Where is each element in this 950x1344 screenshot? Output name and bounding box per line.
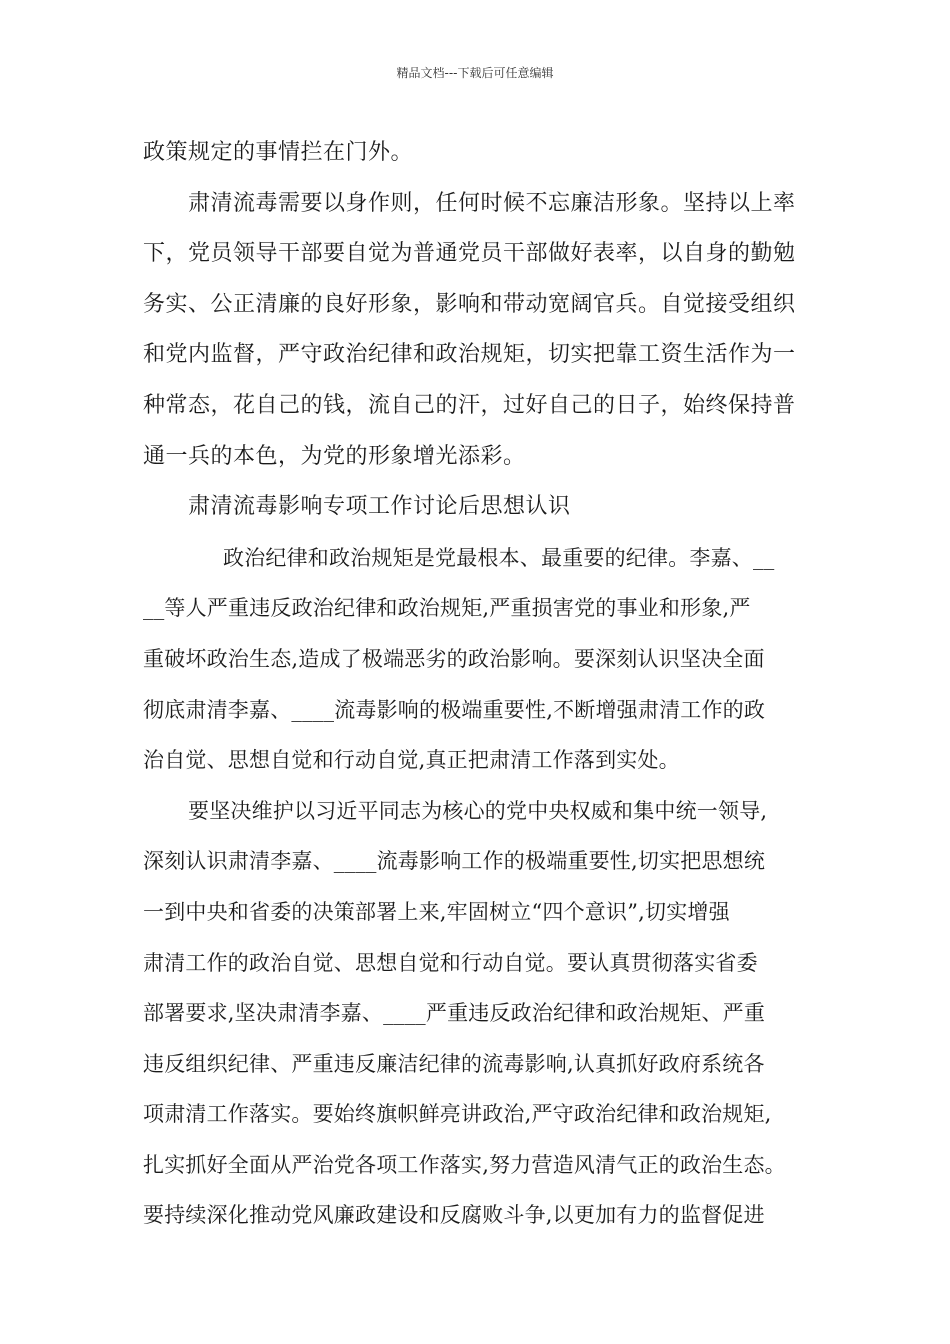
paragraph-start: 政治纪律和政治规矩是党最根本、最重要的纪律。李嘉、__ [223,545,775,570]
text-line: 要持续深化推动党风廉政建设和反腐败斗争,以更加有力的监督促进 [143,1203,765,1228]
text-line: 项肃清工作落实。要始终旗帜鲜亮讲政治,严守政治纪律和政治规矩, [143,1102,772,1127]
text-line: 彻底肃清李嘉、____流毒影响的极端重要性,不断增强肃清工作的政 [143,697,766,722]
text-line: 扎实抓好全面从严治党各项工作落实,努力营造风清气正的政治生态。 [143,1152,786,1177]
page-header: 精品文档---下载后可任意编辑 [396,66,554,80]
text-line: 下，党员领导干部要自觉为普通党员干部做好表率，以自身的勤勉 [143,241,796,267]
text-line: 深刻认识肃清李嘉、____流毒影响工作的极端重要性,切实把思想统 [143,849,766,874]
text-line: 通一兵的本色，为党的形象增光添彩。 [143,443,526,469]
text-line: 种常态，花自己的钱，流自己的汗，过好自己的日子，始终保持普 [143,392,796,418]
text-line: 一到中央和省委的决策部署上来,牢固树立“四个意识”,切实增强 [143,899,730,924]
paragraph-start: 肃清流毒需要以身作则，任何时候不忘廉洁形象。坚持以上率 [188,190,796,216]
text-line: 违反组织纪律、严重违反廉洁纪律的流毒影响,认真抓好政府系统各 [143,1051,765,1076]
text-line: 重破坏政治生态,造成了极端恶劣的政治影响。要深刻认识坚决全面 [143,646,765,671]
text-line: 治自觉、思想自觉和行动自觉,真正把肃清工作落到实处。 [143,748,680,773]
text-line: 和党内监督，严守政治纪律和政治规矩，切实把靠工资生活作为一 [143,342,796,368]
paragraph-start: 要坚决维护以习近平同志为核心的党中央权威和集中统一领导, [188,798,768,823]
text-line: 务实、公正清廉的良好形象，影响和带动宽阔官兵。自觉接受组织 [143,291,796,317]
text-line: 部署要求,坚决肃清李嘉、____严重违反政治纪律和政治规矩、严重 [143,1001,766,1026]
text-line: 政策规定的事情拦在门外。 [143,140,414,165]
section-heading: 肃清流毒影响专项工作讨论后思想认识 [188,494,571,520]
text-line: __等人严重违反政治纪律和政治规矩,严重损害党的事业和形象,严 [143,596,751,621]
text-line: 肃清工作的政治自觉、思想自觉和行动自觉。要认真贯彻落实省委 [143,950,758,975]
document-body [143,128,823,1241]
